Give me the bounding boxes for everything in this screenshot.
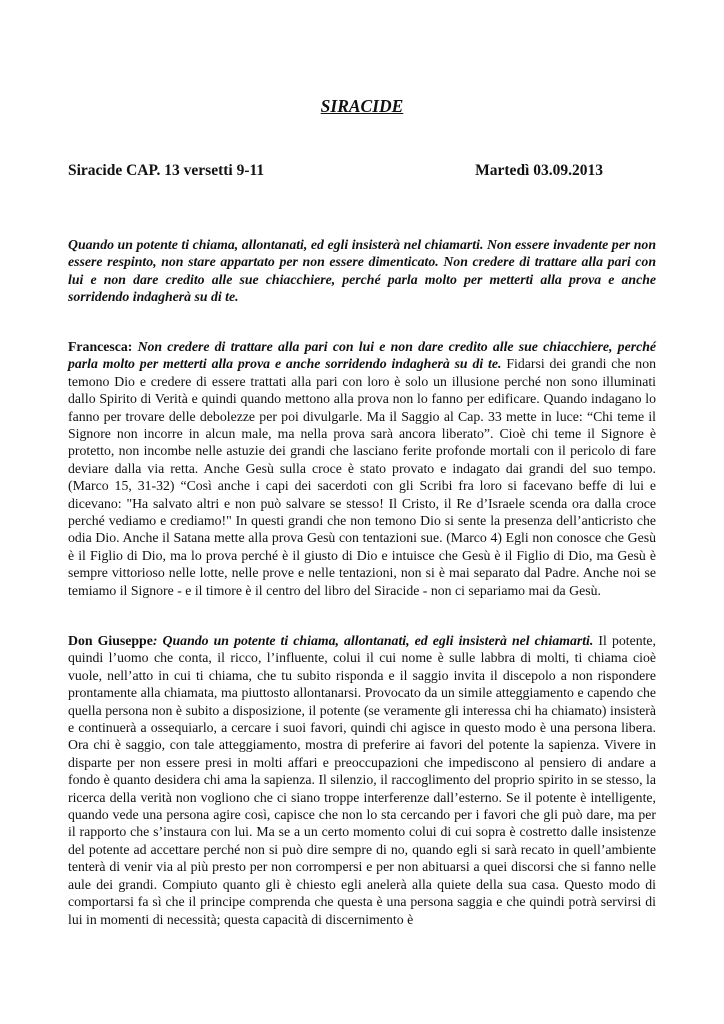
document-title: SIRACIDE — [320, 96, 404, 116]
comment-paragraph-don-giuseppe — [68, 632, 656, 928]
comment-text: Il potente, quindi l’uomo che conta, il ricco, l’influente, colui il cui nome è sulle labbra di molti, ti chiama cioè vuole, nell’atto in cui ti chiama, che tu subito risponda e il saggio invita il discepolo a non rispondere prontamente alla chiamata, ma piuttosto allontanarsi. Provocato da un simile atteggiamento e capendo che quella persona non è subito a disposizione, il potente (se veramente gli interessa chi ha chiamato) insisterà e continuerà a ossequiarlo, a cercare i suoi favori, quindi chi agisce in questo modo è una persona libera. Ora chi è saggio, con tale atteggiamento, mostra di preferire ai favori del potente la sapienza. Vivere in disparte per non essere presi in molti affari e preoccupazioni che impediscono al pensiero di andare a fondo è quanto desidera chi ama la sapienza. Il silenzio, il raccoglimento del proprio spirito in se stesso, la ricerca della verità non vogliono che ci siano troppe interferenze dall’esterno. Se il potente è intelligente, quando vede una persona agire così, capisce che non lo sta cercando per i favori che gli può dare, ma per il rapporto che s’instaura con lui. Ma se a un certo momento colui di cui sopra è costretto dalle insistenze del potente ad accettare perché non si può dire sempre di no, quando egli si sarà recato in quell’ambiente tenterà di venir via al più presto per non corrompersi e per non abituarsi a quei discorsi che si fanno nelle aule dei grandi. Compiuto quanto gli è chiesto egli anelerà alla quiete della sua casa. Questo modo di comportarsi fa sì che il principe comprenda che questa è una persona saggia e che quindi potrà servirsi di lui in momenti di necessità; questa capacità di discernimento è — [68, 633, 657, 927]
quoted-verse: Non credere di trattare alla pari con lui e non dare credito alle sue chiacchiere, perché parla molto per metterti alla prova e anche sorridendo indagherà su di te. — [68, 339, 656, 372]
reference-header — [68, 162, 603, 180]
scripture-quote: Quando un potente ti chiama, allontanati, ed egli insisterà nel chiamarti. Non essere invadente per non essere respinto, non stare appartato per non essere dimenticato. Non credere di trattare alla pari con lui e non dare credito alle sue chiacchiere, perché parla molto per metterti alla prova e anche sorridendo indagherà su di te. — [68, 237, 656, 305]
comment-paragraph-francesca — [68, 338, 656, 599]
speaker-name: Don Giuseppe — [68, 633, 153, 648]
speaker-name: Francesca: — [68, 339, 133, 354]
comment-text: Fidarsi dei grandi che non temono Dio e credere di essere trattati alla pari con loro è solo un illusione perché non sono illuminati dallo Spirito di Verità e quindi quando mettono alla prova non lo fanno per edificare. Quando indagano lo fanno per trovare delle debolezze per poi divulgarle. Ma il Saggio al Cap. 33 mette in luce: “Chi teme il Signore non incorre in alcun male, ma nella prova sarà ancora liberato”. Cioè chi teme il Signore è protetto, non incombe nelle astuzie dei grandi che lasciano ferite profonde mortali con il pericolo di fare deviare dalla via retta. Anche Gesù sulla croce è stato provato e indagato dai grandi del suo tempo. (Marco 15, 31-32) “Così anche i capi dei sacerdoti con gli Scribi fra loro si facevano beffe di lui e dicevano: "Ha salvato altri e non può salvare se stesso! Il Cristo, il Re d’Israele scenda ora dalla croce perché vediamo e crediamo!" In questi grandi che non temono Dio si sente la presenza dell’anticristo che odia Dio. Anche il Satana mette alla prova Gesù con tentazioni sue. (Marco 4) Egli non conosce che Gesù è il Figlio di Dio, ma lo prova perché è il giusto di Dio e intuisce che Gesù è il Figlio di Dio, ma Gesù è sempre vittorioso nelle lotte, nelle prove e nelle tentazioni, non si è mai separato dal Padre. Anche noi se temiamo il Signore - e il timore è il centro del libro del Siracide - non ci separiamo mai da Gesù. — [68, 356, 657, 598]
document-date: Martedì 03.09.2013 — [475, 162, 603, 179]
quoted-verse: : Quando un potente ti chiama, allontanati, ed egli insisterà nel chiamarti. — [152, 633, 594, 648]
verse-reference: Siracide CAP. 13 versetti 9-11 — [68, 162, 265, 179]
